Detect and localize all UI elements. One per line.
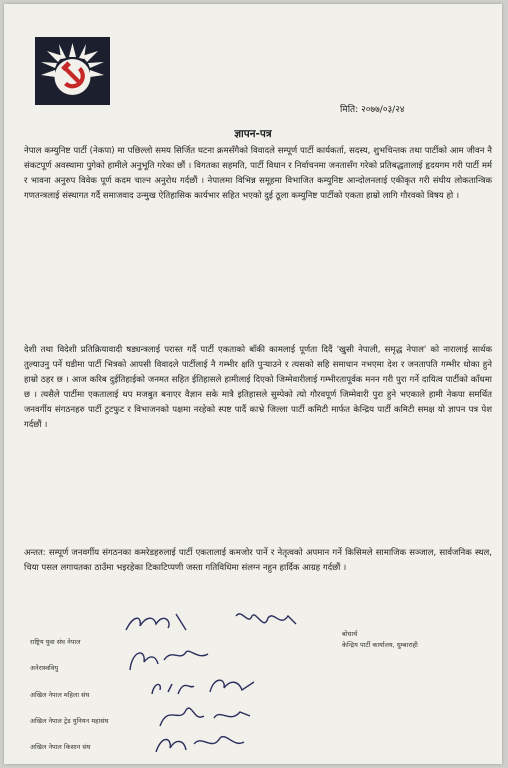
cc-heading: बोधार्थ [342,630,358,638]
signatory-peasants-association: अखिल नेपाल किसान संघ [30,743,91,751]
party-logo-icon [35,37,110,105]
signatory-trade-union: अखिल नेपाल ट्रेड युनियन महासंघ [30,717,109,725]
document-title: ज्ञापन-पत्र [234,128,272,140]
body-paragraph-1: नेपाल कम्युनिष्ट पार्टी (नेकपा) मा पछिल्लो समय सिर्जित घटना क्रमसँगैको विवादले सम्पूर्ण पार्टी कार्यकर्ता, सदस्य, शुभचिन्तक तथा पार्टीको आम जीवन नै संकटपूर्ण अवस्थामा पुगेको हामीले अनुभूति गरेका छौं । विगतका सहमति, पार्टी विधान र निर्वाचनमा जनतासँग गरेको प्रतिबद्धतालाई हृदयगम गरी पार्टी मर्म र भावना अनुरुप विवेक पूर्ण कदम चाल्न अनुरोध गर्दछौं । नेपालमा विभिन्न समूहमा विभाजित कम्युनिष्ट आन्दोलनलाई एकीकृत गरी संघीय लोकतान्त्रिक गणतन्त्रलाई संस्थागत गर्दै समाजवाद उन्मुख ऐतिहासिक कार्यभार सहित भएको दुई ठूला कम्युनिष्ट पार्टीको एकता हाम्रो लागि गौरवको विषय हो । [24,146,492,201]
signatory-youth-federation: राष्ट्रिय युवा संघ नेपाल [30,638,81,646]
document-date: मिति: २०७७/०३/२४ [340,105,405,115]
cc-recipient: केन्द्रिय पार्टी कार्यालय, धुम्बाराही [342,641,418,649]
body-paragraph-2: देशी तथा विदेशी प्रतिक्रियावादी षड्यन्त्रलाई परास्त गर्दै पार्टी एकताको बाँकी कामलाई पूर्णता दिदैं 'खुसी नेपाली, समृद्ध नेपाल' को नारालाई सार्थक तुल्याउनु पर्ने घडीमा पार्टी भित्रको आपसी विवादले पार्टीलाई नै गम्भीर क्षति पुऱ्याउने र त्यसको सहि समाधान नभएमा देश र जनतापति गम्भीर धोका हुने हाम्रो ठहर छ । आज करिब दुईतिहाईको जनमत सहित ईतिहासले हामीलाई दिएको जिम्मेवारीलाई गम्भीरतापूर्वक मनन गरी पुरा गर्ने दायित्व पार्टीको काँधमा छ । त्यसैले पार्टीमा एकतालाई थप मजबुत बनाएर वैज्ञान सके मात्रै इतिहासले सुम्पेको त्यो गौरवपूर्ण जिम्मेवारी पुरा हुने भएकाले हामी नेकपा समर्थित जनवर्गीय संगठनहरु पार्टी टुटफुट र विभाजनको पक्षमा नरहेको स्पष्ट पार्दै काभ्रे जिल्ला पार्टी कमिटी मार्फत केन्द्रिय पार्टी कमिटी समक्ष यो ज्ञापन पत्र पेश गर्दछौं । [24,345,492,430]
signatory-womens-association: अखिल नेपाल महिला संघ [30,691,90,699]
body-paragraph-3: अन्तत: सम्पूर्ण जनवर्गीय संगठनका कमरेडहरुलाई पार्टी एकतालाई कमजोर पार्ने र नेतृत्वको अपमान गर्ने किसिमले सामाजिक सञ्जाल, सार्वजनिक स्थल, चिया पसल लगायतका ठाउँमा भइरहेका टिकाटिप्पणी जस्ता गतिविधिमा संलग्न नहुन हार्दिक आग्रह गर्दछौं । [24,548,492,573]
handwritten-signature-5 [150,726,260,760]
signatory-student-union: अनेरास्ववियु [30,664,59,672]
handwritten-signature-1 [116,604,316,644]
memorandum-page [4,4,502,764]
